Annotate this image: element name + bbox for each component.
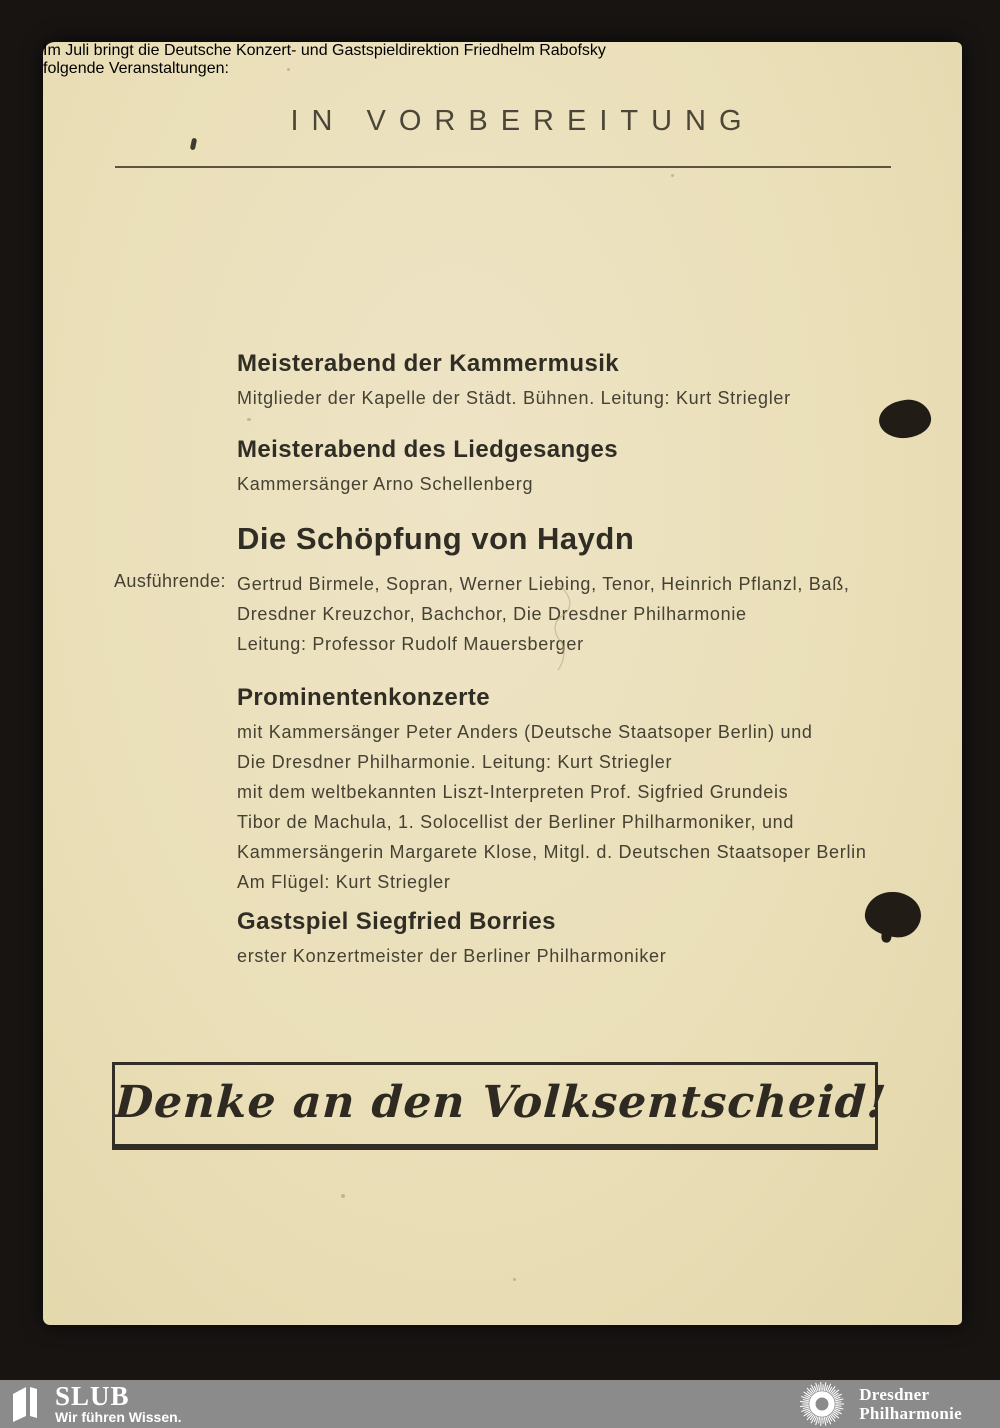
section-line: mit Kammersänger Peter Anders (Deutsche Staatsoper Berlin) und bbox=[237, 722, 813, 742]
section-line: mit dem weltbekannten Liszt-Interpreten Prof. Sigfried Grundeis bbox=[237, 782, 789, 802]
section-gastspiel-borries bbox=[237, 908, 666, 971]
pencil-squiggle bbox=[528, 582, 598, 672]
paper-speck bbox=[247, 418, 251, 421]
philharmonie-line1: Dresdner bbox=[859, 1385, 930, 1404]
section-heading: Meisterabend des Liedgesanges bbox=[237, 436, 619, 463]
section-line: Mitglieder der Kapelle der Städt. Bühnen. Leitung: Kurt Striegler bbox=[237, 388, 791, 408]
section-heading-large: Die Schöpfung von Haydn bbox=[237, 521, 635, 556]
section-heading: Gastspiel Siegfried Borries bbox=[237, 908, 556, 935]
slub-logo-text: SLUB bbox=[55, 1380, 130, 1411]
section-line: Dresdner Kreuzchor, Bachchor, Die Dresdner Philharmonie bbox=[237, 604, 747, 624]
ink-blot-1 bbox=[877, 397, 933, 440]
paper-speck bbox=[341, 1194, 345, 1198]
paper-speck bbox=[655, 394, 658, 397]
performers-label: Ausführende: bbox=[114, 571, 226, 591]
section-liedgesang bbox=[237, 436, 618, 499]
ink-speck-mark bbox=[190, 138, 197, 151]
section-line: Kammersänger Arno Schellenberg bbox=[237, 474, 534, 494]
section-line: Leitung: Professor Rudolf Mauersberger bbox=[237, 634, 584, 654]
section-heading: Prominentenkonzerte bbox=[237, 684, 490, 711]
paper-speck bbox=[287, 68, 290, 71]
section-line: Die Dresdner Philharmonie. Leitung: Kurt Striegler bbox=[237, 752, 673, 772]
slub-tagline: Wir führen Wissen. bbox=[55, 1408, 182, 1425]
section-line: Tibor de Machula, 1. Solocellist der Berliner Philharmoniker, und bbox=[237, 812, 795, 832]
philharmonie-text-block bbox=[859, 1385, 962, 1423]
philharmonie-branding bbox=[799, 1381, 1000, 1427]
slub-book-icon bbox=[12, 1386, 42, 1422]
title-underline bbox=[115, 166, 891, 168]
section-heading: Meisterabend der Kammermusik bbox=[237, 350, 620, 377]
intro-line: folgende Veranstaltungen: bbox=[43, 60, 229, 77]
section-line: Gertrud Birmele, Sopran, Werner Liebing, Tenor, Heinrich Pflanzl, Baß, bbox=[237, 574, 850, 594]
page-title: IN VORBEREITUNG bbox=[290, 105, 755, 137]
intro-line: Im Juli bringt die Deutsche Konzert- und Gastspieldirektion Friedhelm Rabofsky bbox=[43, 42, 606, 59]
ink-blot-2 bbox=[863, 890, 922, 939]
section-line: erster Konzertmeister der Berliner Philharmoniker bbox=[237, 946, 667, 966]
footer-bar bbox=[0, 1380, 1000, 1428]
slogan-text: Denke an den Volksentscheid! bbox=[113, 1077, 889, 1128]
philharmonie-line2: Philharmonie bbox=[859, 1404, 962, 1423]
paper-speck bbox=[513, 1278, 516, 1281]
document-page bbox=[43, 42, 962, 1325]
slogan-box bbox=[112, 1062, 889, 1150]
slub-branding bbox=[0, 1380, 182, 1425]
section-line: Kammersängerin Margarete Klose, Mitgl. d. Deutschen Staatsoper Berlin bbox=[237, 842, 867, 862]
paper-speck bbox=[671, 174, 674, 177]
section-line: Am Flügel: Kurt Striegler bbox=[237, 872, 451, 892]
slub-text-block bbox=[55, 1380, 182, 1425]
section-prominentenkonzerte bbox=[237, 684, 867, 897]
philharmonie-starburst-icon bbox=[799, 1381, 845, 1427]
section-kammermusik bbox=[237, 350, 791, 413]
